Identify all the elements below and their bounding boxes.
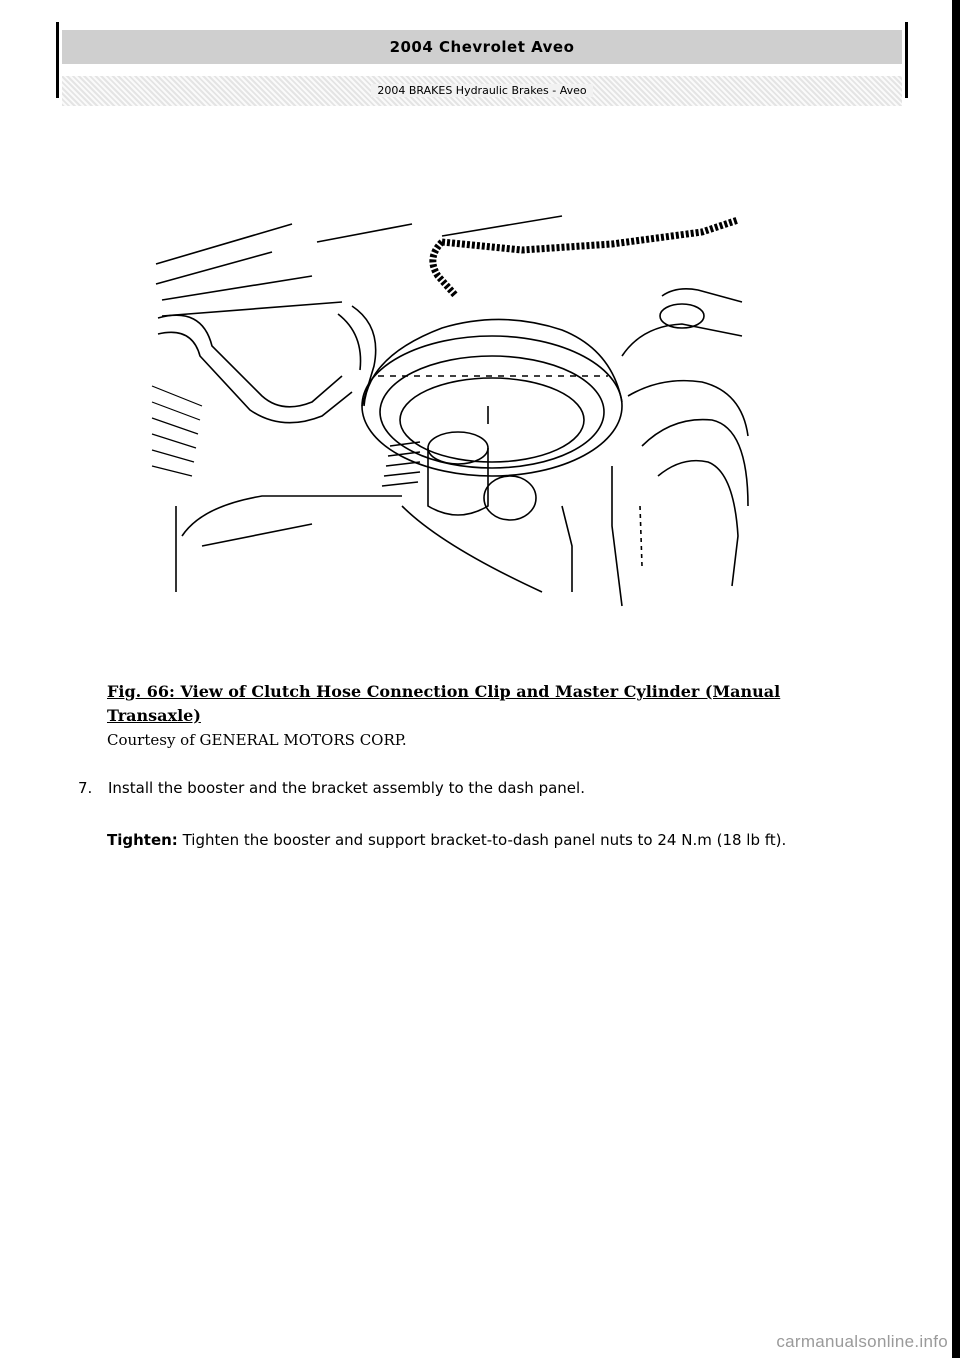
figure-caption [107, 680, 867, 752]
figure-caption-credit: Courtesy of GENERAL MOTORS CORP. [107, 731, 407, 749]
brake-booster-illustration [142, 206, 754, 610]
tighten-text: Tighten the booster and support bracket-to-dash panel nuts to 24 N.m (18 lb ft). [177, 831, 787, 849]
step-text: Install the booster and the bracket assembly to the dash panel. [108, 779, 585, 797]
page-header [56, 22, 908, 98]
tighten-spec [107, 828, 897, 852]
tighten-label: Tighten: [107, 831, 178, 849]
header-left-rule [56, 22, 59, 98]
header-right-rule [905, 22, 908, 98]
figure-caption-title: Fig. 66: View of Clutch Hose Connection Clip and Master Cylinder (Manual Transaxle) [107, 682, 781, 725]
step-number: 7. [78, 779, 93, 797]
watermark: carmanualsonline.info [776, 1332, 948, 1351]
header-subtitle: 2004 BRAKES Hydraulic Brakes - Aveo [62, 76, 902, 106]
header-title: 2004 Chevrolet Aveo [62, 30, 902, 64]
page-edge-bar [952, 0, 960, 1358]
